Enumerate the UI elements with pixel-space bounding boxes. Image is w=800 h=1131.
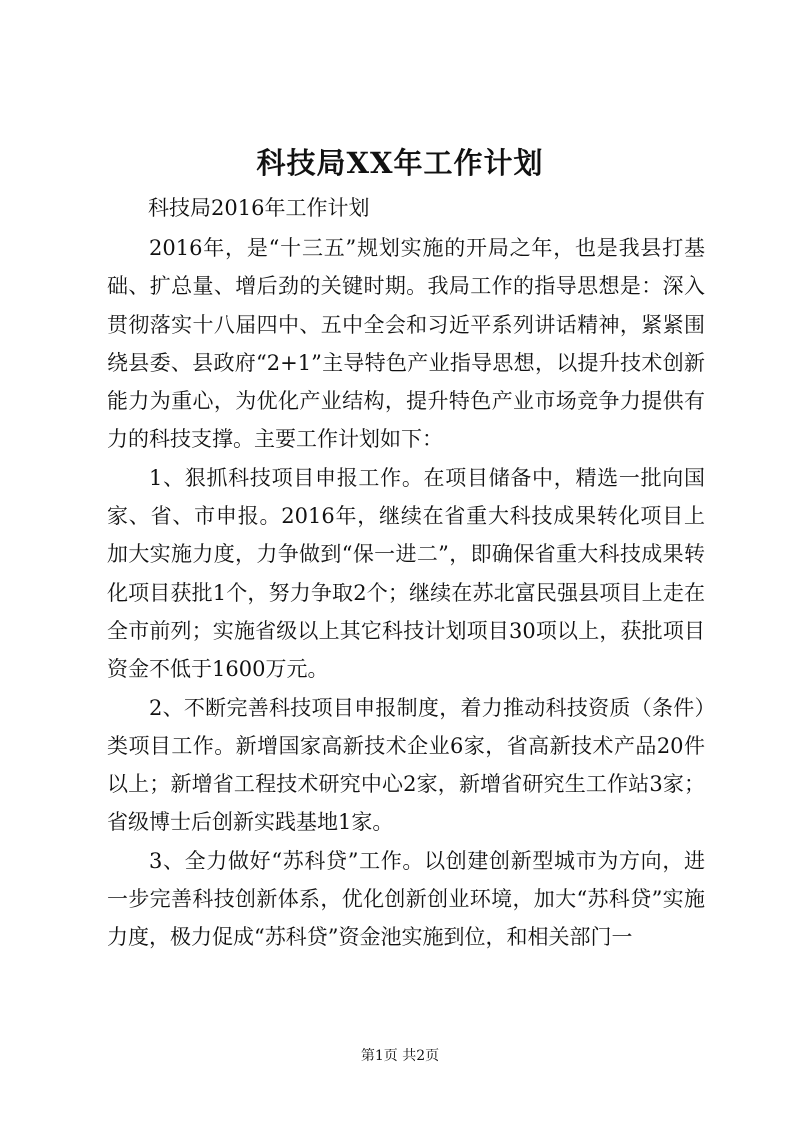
subtitle: 科技局2016年工作计划 — [148, 196, 370, 220]
page-footer: 第1页 共2页 — [360, 1048, 440, 1064]
paragraph-item-3: 3、全力做好“苏科贷”工作。以创建创新型城市为方向，进一步完善科技创新体系，优化创新创业环境，加大“苏科贷”实施力度，极力促成“苏科贷”资金池实施到位，和相关部门一 — [107, 848, 705, 950]
document-body — [107, 229, 705, 957]
page-title: 科技局XX年工作计划 — [256, 146, 544, 180]
paragraph-item-2: 2、不断完善科技项目申报制度，着力推动科技资质（条件）类项目工作。新增国家高新技术企业6家，省高新技术产品20件以上；新增省工程技术研究中心2家，新增省研究生工作站3家；省级博士后创新实践基地1家。 — [107, 695, 705, 835]
paragraph-item-1: 1、狠抓科技项目申报工作。在项目储备中，精选一批向国家、省、市申报。2016年，继续在省重大科技成果转化项目上加大实施力度，力争做到“保一进二”，即确保省重大科技成果转化项目获批1个，努力争取2个；继续在苏北富民强县项目上走在全市前列；实施省级以上其它科技计划项目30项以上，获批项目资金不低于1600万元。 — [107, 465, 705, 682]
paragraph-intro: 2016年，是“十三五”规划实施的开局之年，也是我县打基础、扩总量、增后劲的关键时期。我局工作的指导思想是：深入贯彻落实十八届四中、五中全会和习近平系列讲话精神，紧紧围绕县委、县政府“2+1”主导特色产业指导思想，以提升技术创新能力为重心，为优化产业结构，提升特色产业市场竞争力提供有力的科技支撑。主要工作计划如下： — [107, 236, 705, 452]
